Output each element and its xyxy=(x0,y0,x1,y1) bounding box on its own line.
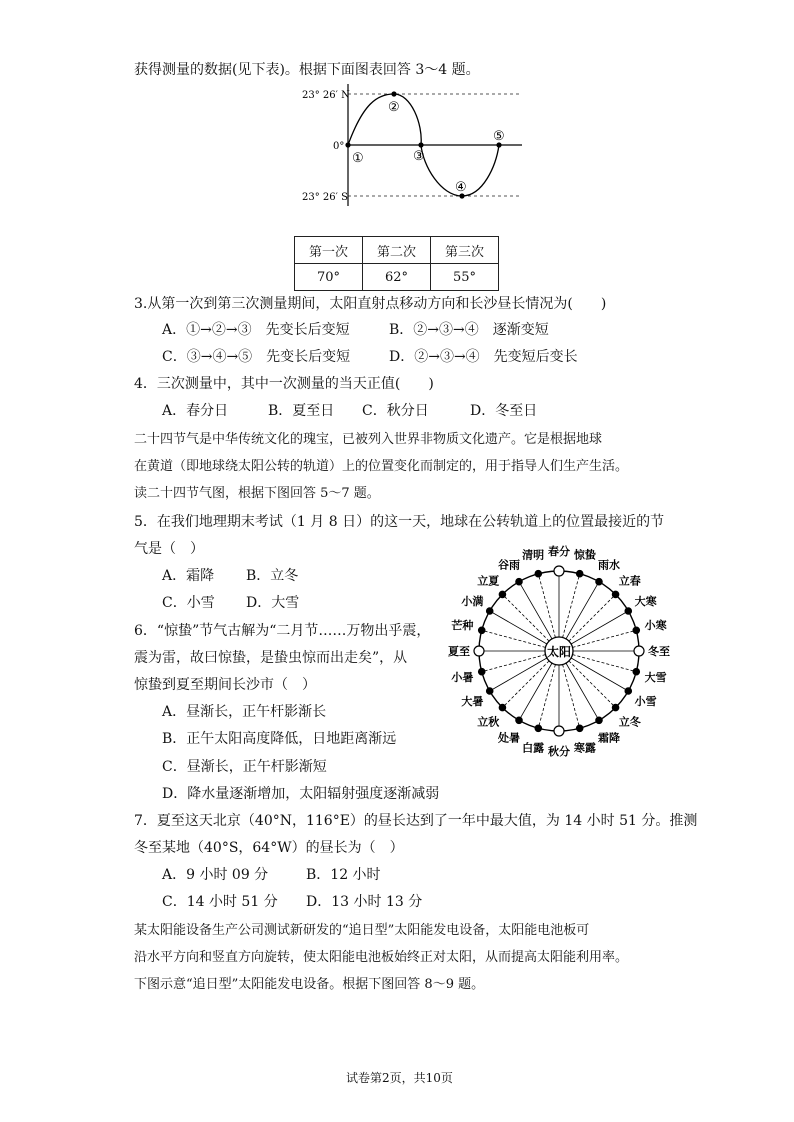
solar-term-marker xyxy=(479,627,485,633)
solar-term-marker xyxy=(612,591,618,597)
orbit-spoke xyxy=(519,582,552,639)
q3-option-c: C．③→④→⑤ 先变长后变短 xyxy=(162,349,351,365)
orbit-spoke xyxy=(502,594,549,641)
solar-term-marker xyxy=(516,717,522,723)
solar-term-marker xyxy=(487,608,493,614)
orbit-spoke xyxy=(573,630,637,647)
table-cell: 62° xyxy=(363,264,431,291)
lat-south-label: 23° 26′ S xyxy=(302,192,348,203)
solar-term-label: 小满 xyxy=(461,595,484,608)
q3-option-a: A．①→②→③ 先变长后变短 xyxy=(162,322,350,338)
q6-option-a: A．昼渐长，正午杆影渐长 xyxy=(162,704,327,720)
direct-sun-point-chart xyxy=(300,84,530,210)
q5-option-d: D．大雪 xyxy=(246,595,300,611)
orbit-spoke xyxy=(566,582,599,639)
q4-option-b: B．夏至日 xyxy=(268,403,335,419)
table-header-cell: 第三次 xyxy=(431,237,499,264)
solar-term-label: 大暑 xyxy=(461,695,484,708)
q5-option-b: B．立冬 xyxy=(246,568,299,584)
solar-term-label: 处暑 xyxy=(498,731,520,745)
point-5-label: ⑤ xyxy=(493,129,505,144)
solar-term-label: 惊蛰 xyxy=(573,548,596,562)
solar-term-marker xyxy=(634,646,644,656)
point-3-dot xyxy=(418,142,423,147)
passage-solar-terms-line3: 读二十四节气图，根据下图回答 5～7 题。 xyxy=(134,486,380,501)
solar-terms-diagram xyxy=(440,538,685,770)
table-row xyxy=(295,264,499,291)
passage-solar-tracker-line2: 沿水平方向和竖直方向旋转，使太阳能电池板始终正对太阳，从而提高太阳能利用率。 xyxy=(134,950,629,965)
orbit-spoke xyxy=(490,658,547,691)
solar-term-label: 霜降 xyxy=(598,731,620,745)
solar-term-marker xyxy=(535,571,541,577)
passage-solar-tracker-line1: 某太阳能设备生产公司测试新研发的“追日型”太阳能发电设备，太阳能电池板可 xyxy=(134,923,590,938)
q7-option-d: D．13 小时 13 分 xyxy=(306,894,423,910)
orbit-spoke xyxy=(569,661,616,708)
orbit-spoke xyxy=(519,663,552,720)
solar-term-label: 小寒 xyxy=(644,619,667,633)
q6-stem-line3: 惊蛰到夏至期间长沙市（ ） xyxy=(134,677,316,693)
solar-term-label: 小雪 xyxy=(634,695,657,708)
q4-option-c: C．秋分日 xyxy=(362,403,429,419)
solar-term-marker xyxy=(625,688,631,694)
orbit-spoke xyxy=(482,630,546,647)
q6-option-d: D．降水量逐渐增加，太阳辐射强度逐渐减弱 xyxy=(162,786,440,802)
orbit-spoke xyxy=(569,594,616,641)
lat-north-label: 23° 26′ N xyxy=(302,90,350,101)
orbit-spoke xyxy=(571,611,628,644)
solar-term-marker xyxy=(487,688,493,694)
q7-stem-line1: 7．夏至这天北京（40°N，116°E）的昼长达到了一年中最大值，为 14 小时 51 分。推测 xyxy=(134,813,698,829)
solar-term-marker xyxy=(535,725,541,731)
q7-option-c: C．14 小时 51 分 xyxy=(162,894,278,910)
solar-term-label: 立冬 xyxy=(618,715,641,729)
solar-term-label: 大寒 xyxy=(634,595,657,608)
solar-term-marker xyxy=(474,646,484,656)
solar-term-marker xyxy=(577,725,583,731)
table-header-cell: 第一次 xyxy=(295,237,363,264)
measurement-table xyxy=(294,236,499,291)
solar-term-label: 小暑 xyxy=(451,670,474,684)
q7-stem-line2: 冬至某地（40°S，64°W）的昼长为（ ） xyxy=(134,840,404,856)
point-2-label: ② xyxy=(388,100,400,115)
q4-option-a: A．春分日 xyxy=(162,403,229,419)
point-3-label: ③ xyxy=(413,149,425,164)
solar-term-label: 芒种 xyxy=(451,619,474,633)
q3-stem: 3.从第一次到第三次测量期间，太阳直射点移动方向和长沙昼长情况为( ) xyxy=(134,296,607,312)
orbit-spoke xyxy=(538,574,555,638)
solar-term-label: 寒露 xyxy=(573,741,596,755)
solar-term-marker xyxy=(633,669,639,675)
solar-term-label: 谷雨 xyxy=(498,558,520,572)
solar-term-label: 白露 xyxy=(522,741,545,755)
orbit-spoke xyxy=(571,658,628,691)
orbit-spoke xyxy=(482,655,546,672)
q6-stem-line2: 震为雷，故曰惊蛰，是蛰虫惊而出走矣”，从 xyxy=(134,650,408,666)
table-cell: 55° xyxy=(431,264,499,291)
table-cell: 70° xyxy=(295,264,363,291)
solar-term-label: 大雪 xyxy=(644,670,667,684)
orbit-spoke xyxy=(538,665,555,729)
point-4-label: ④ xyxy=(455,180,467,195)
q4-option-d: D．冬至日 xyxy=(470,403,538,419)
q5-stem-line2: 气是（ ） xyxy=(134,541,204,557)
solar-term-marker xyxy=(554,726,564,736)
point-1-label: ① xyxy=(352,151,364,166)
orbit-spoke xyxy=(566,663,599,720)
q6-stem-line1: 6．“惊蛰”节气古解为“二月节……万物出乎震， xyxy=(134,623,431,639)
q4-stem: 4．三次测量中，其中一次测量的当天正值( ) xyxy=(134,376,434,392)
solar-term-marker xyxy=(577,571,583,577)
q6-option-c: C．昼渐长，正午杆影渐短 xyxy=(162,759,327,775)
page-footer: 试卷第2页，共10页 xyxy=(346,1071,453,1085)
solar-term-marker xyxy=(554,566,564,576)
solar-term-marker xyxy=(479,669,485,675)
solar-term-label: 秋分 xyxy=(548,745,570,758)
solar-term-marker xyxy=(612,704,618,710)
orbit-spoke xyxy=(563,665,580,729)
q3-option-b: B．②→③→④ 逐渐变短 xyxy=(389,322,549,338)
point-2-dot xyxy=(391,91,396,96)
solar-term-label: 立春 xyxy=(618,574,641,588)
intro-line: 获得测量的数据(见下表)。根据下面图表回答 3～4 题。 xyxy=(134,62,480,78)
q5-option-a: A．霜降 xyxy=(162,568,215,584)
q7-option-b: B．12 小时 xyxy=(306,867,381,883)
q6-option-b: B．正午太阳高度降低，日地距离渐远 xyxy=(162,731,397,747)
orbit-spoke xyxy=(502,661,549,708)
solar-term-marker xyxy=(516,579,522,585)
solar-term-label: 冬至 xyxy=(648,645,670,658)
solar-term-marker xyxy=(499,591,505,597)
table-row xyxy=(295,237,499,264)
orbit-spoke xyxy=(490,611,547,644)
sun-label: 太阳 xyxy=(546,645,572,659)
solar-term-label: 雨水 xyxy=(598,558,620,572)
point-1-dot xyxy=(345,142,350,147)
solar-term-label: 立秋 xyxy=(477,715,500,729)
orbit-spoke xyxy=(563,574,580,638)
lat-zero-label: 0° xyxy=(333,141,345,152)
solar-term-marker xyxy=(625,608,631,614)
solar-term-marker xyxy=(596,579,602,585)
solar-term-label: 春分 xyxy=(548,545,570,558)
orbit-spoke xyxy=(573,655,637,672)
solar-term-label: 清明 xyxy=(522,548,545,562)
table-header-cell: 第二次 xyxy=(363,237,431,264)
passage-solar-tracker-line3: 下图示意“追日型”太阳能发电设备。根据下图回答 8～9 题。 xyxy=(134,977,485,992)
solar-term-marker xyxy=(596,717,602,723)
q7-option-a: A．9 小时 09 分 xyxy=(162,867,269,883)
solar-term-label: 夏至 xyxy=(448,645,470,658)
passage-solar-terms-line1: 二十四节气是中华传统文化的瑰宝，已被列入世界非物质文化遗产。它是根据地球 xyxy=(134,432,603,447)
solar-term-marker xyxy=(633,627,639,633)
solar-term-label: 立夏 xyxy=(477,574,500,588)
solar-term-marker xyxy=(499,704,505,710)
passage-solar-terms-line2: 在黄道（即地球绕太阳公转的轨道）上的位置变化而制定的，用于指导人们生产生活。 xyxy=(134,459,629,474)
q5-stem-line1: 5．在我们地理期末考试（1 月 8 日）的这一天，地球在公转轨道上的位置最接近的节 xyxy=(134,514,665,530)
q5-option-c: C．小雪 xyxy=(162,595,215,611)
q3-option-d: D．②→③→④ 先变短后变长 xyxy=(389,349,578,365)
